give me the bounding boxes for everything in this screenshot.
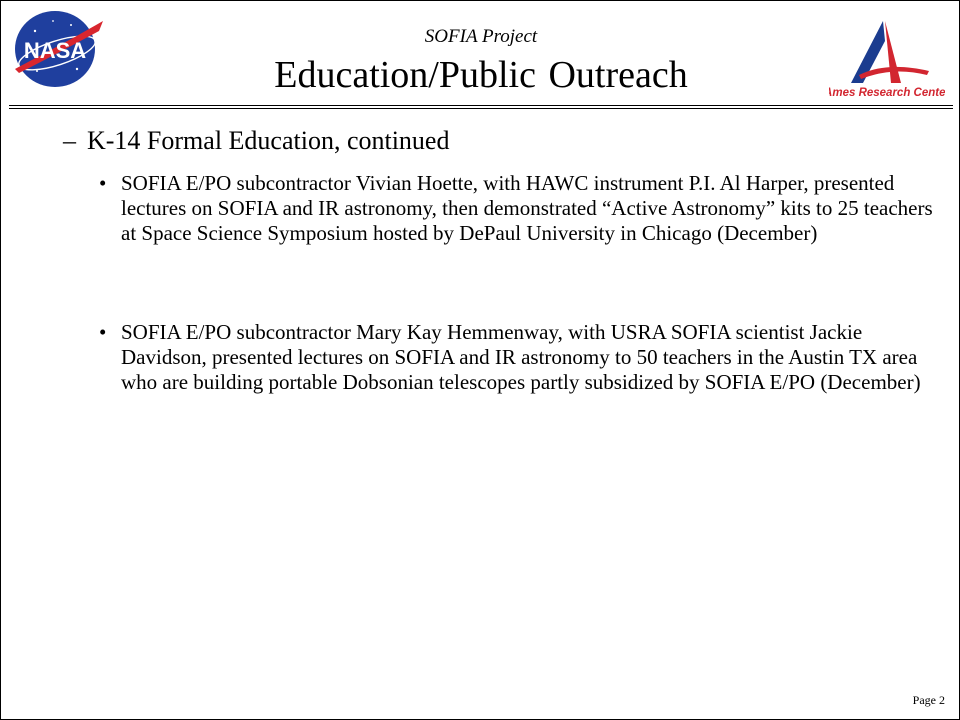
bullet-item (99, 171, 949, 246)
subheading (63, 125, 449, 157)
ames-logo-text: Ames Research Center (829, 87, 945, 99)
bullet-dot-icon: • (99, 320, 107, 344)
bullet-item (99, 320, 949, 395)
bullet-text: SOFIA E/PO subcontractor Mary Kay Hemmenway, with USRA SOFIA scientist Jackie Davidson, presented lectures on SOFIA and IR astronomy to 50 teachers in the Austin TX area who are building portable Dobsonian telescopes partly subsidized by SOFIA E/PO (December) (121, 320, 921, 394)
bullet-dot-icon: • (99, 171, 107, 195)
bullet-text: SOFIA E/PO subcontractor Vivian Hoette, with HAWC instrument P.I. Al Harper, presented lectures on SOFIA and IR astronomy, then demonstrated “Active Astronomy” kits to 25 teachers at Space Science Symposium hosted by DePaul University in Chicago (December) (121, 171, 933, 245)
ames-research-center-logo-icon (829, 17, 945, 101)
page-title: Education/Public Outreach (274, 54, 688, 96)
header-divider-bottom (9, 108, 953, 109)
subheading-text: K-14 Formal Education, continued (87, 126, 450, 155)
dash-marker: – (63, 126, 76, 155)
header-divider-top (9, 105, 953, 106)
project-name: SOFIA Project (424, 26, 538, 47)
page-number: Page 2 (912, 693, 945, 707)
svg-text:NASA: NASA (23, 38, 87, 63)
